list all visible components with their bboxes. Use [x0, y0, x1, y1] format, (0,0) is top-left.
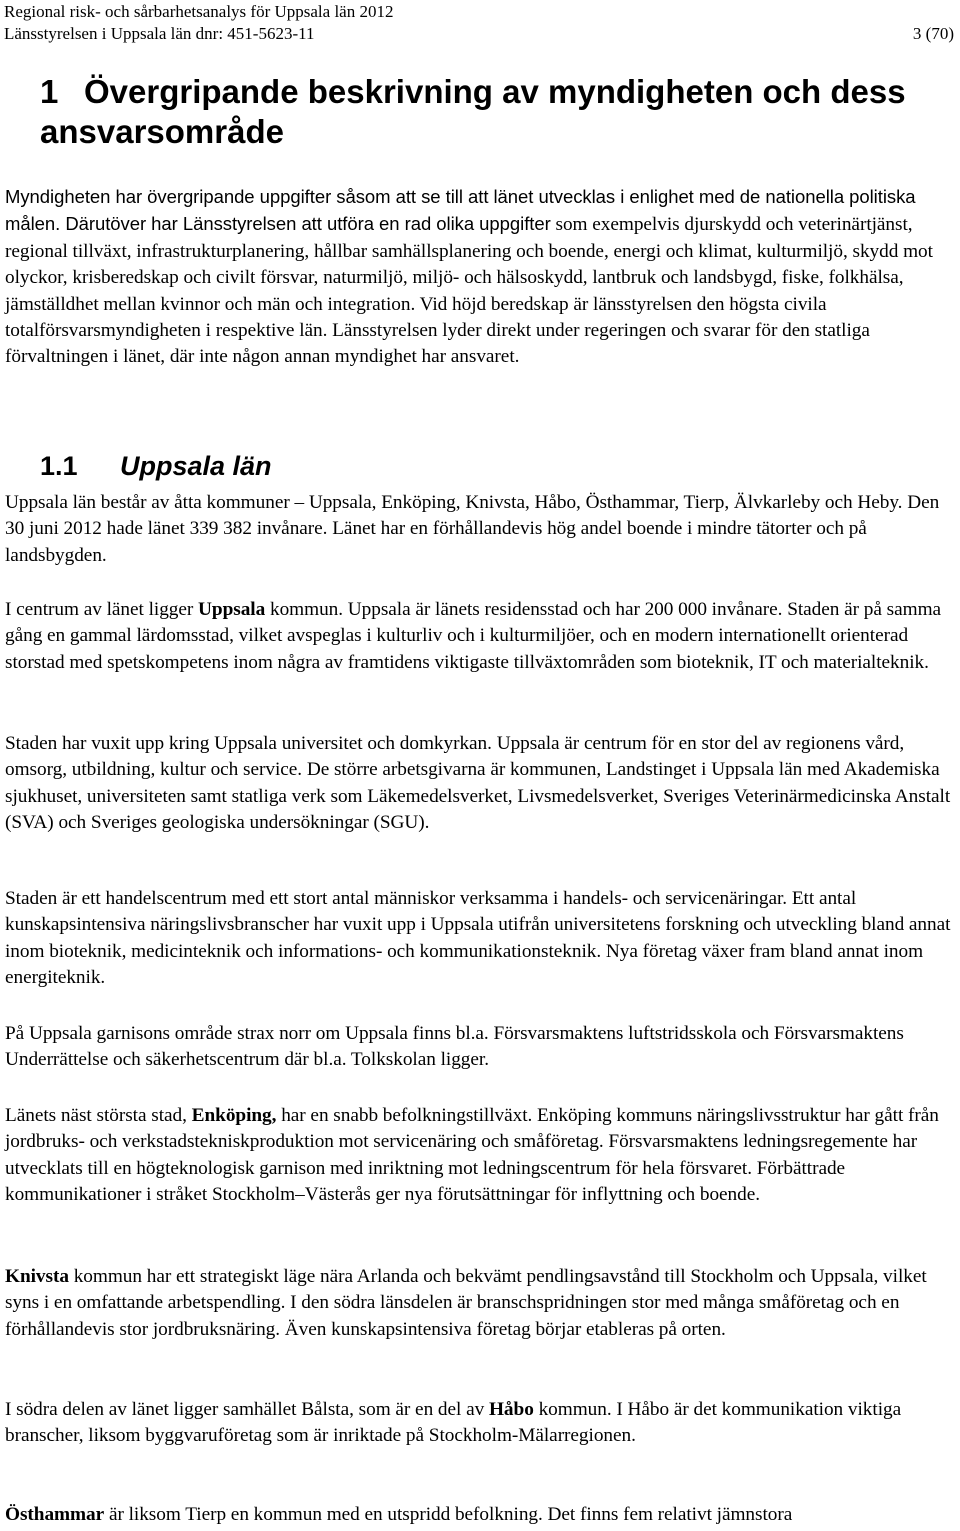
intro-serif-text: som exempelvis djurskydd och veterinärtjänst, regional tillväxt, infrastrukturplanering, hållbar samhällsplanering och boende, energi och klimat, kulturmiljö, skydd mot olyckor, krisberedskap och civilt försvar, naturmiljö, miljö- och hälsoskydd, lantbruk och landsbygd, fiske, folkhälsa, jämställdhet mellan kvinnor och män och integration. Vid höjd beredskap är länsstyrelsen den högsta civila totalförsvarsmyndigheten i respektive län. Länsstyrelsen lyder direkt under regeringen och svarar för den statliga förvaltningen i länet, där inte någon annan myndighet har ansvaret.: [5, 214, 933, 368]
text: kommun. I Håbo är det kommunikation viktiga branscher, liksom byggvaruföretag som är inriktade på Stockholm-Mälarregionen.: [5, 1399, 902, 1447]
paragraph-habo: [5, 1397, 957, 1450]
bold-habo: Håbo: [488, 1399, 534, 1420]
bold-enkoping: Enköping,: [191, 1105, 277, 1126]
text: kommun. Uppsala är länets residensstad och har 200 000 invånare. Staden är på samma gång en gammal lärdomsstad, vilket avspeglas i kulturliv och i kulturmiljöer, och en modern internationellt orienterad storstad med spetskompetens inom några av framtidens viktigaste tillväxtområden som bioteknik, IT och materialteknik.: [5, 599, 942, 673]
page-number: 3 (70): [912, 24, 954, 43]
subsection-heading: [40, 448, 272, 484]
paragraph-garrison: På Uppsala garnisons område strax norr om Uppsala finns bl.a. Försvarsmaktens luftstridsskola och Försvarsmaktens Underrättelse och säkerhetscentrum där bl.a. Tolkskolan ligger.: [5, 1023, 904, 1071]
paragraph-uppsala: [5, 597, 957, 676]
text: kommun har ett strategiskt läge nära Arlanda och bekvämt pendlingsavstånd till Stockholm och Uppsala, vilket syns i en omfattande arbetspendling. I den södra länsdelen är branschspridningen stor med många småföretag och en förhållandevis stor jordbruksnäring. Även kunskapsintensiva företag börjar etableras på orten.: [5, 1266, 927, 1340]
bold-osthammar: Östhammar: [5, 1504, 105, 1525]
section-number: 1: [40, 73, 59, 110]
text: är liksom Tierp en kommun med en utspridd befolkning. Det finns fem relativt jämnstora: [104, 1504, 793, 1525]
text: Länets näst största stad,: [5, 1105, 192, 1126]
section-title-line2: ansvarsområde: [40, 113, 284, 150]
section-heading: [40, 72, 940, 152]
paragraph-enkoping: [5, 1103, 957, 1209]
paragraph-trade: Staden är ett handelscentrum med ett stort antal människor verksamma i handels- och servicenäringar. Ett antal kunskapsintensiva näringslivsbranscher har vuxit upp i Uppsala utifrån universitetens forskning och utveckling bland annat inom bioteknik, medicinteknik och informations- och kommunikationsteknik. Nya företag växer fram bland annat inom energiteknik.: [5, 888, 951, 989]
section-intro-paragraph: [5, 184, 957, 371]
text: I södra delen av länet ligger samhället Bålsta, som är en del av: [5, 1399, 489, 1420]
section-title-line1: Övergripande beskrivning av myndigheten och dess: [84, 73, 906, 110]
bold-knivsta: Knivsta: [5, 1266, 69, 1287]
paragraph-university: Staden har vuxit upp kring Uppsala universitet och domkyrkan. Uppsala är centrum för en stor del av regionens vård, omsorg, utbildning, kultur och service. De större arbetsgivarna är kommunen, Landstinget i Uppsala län med Akademiska sjukhuset, universiteten samt statliga verk som Läkemedelsverket, Livsmedelsverket, Sveriges Veterinärmedicinska Anstalt (SVA) och Sveriges geologiska undersökningar (SGU).: [5, 733, 951, 834]
text: I centrum av länet ligger: [5, 599, 199, 620]
subsection-title: Uppsala län: [120, 451, 272, 481]
header-subtitle: Länsstyrelsen i Uppsala län dnr: 451-5623-11: [4, 24, 315, 43]
paragraph-knivsta: [5, 1264, 957, 1343]
intro-sans-text: Myndigheten har övergripande uppgifter såsom att se till att länet utvecklas i enlighet med de nationella politiska målen. Därutöver har Länsstyrelsen att utföra en rad olika uppgifter: [5, 186, 916, 235]
text: har en snabb befolkningstillväxt. Enköping kommuns näringslivsstruktur har gått från jordbruks- och verkstadstekniskproduktion mot servicenäring och småföretag. Försvarsmaktens ledningsregemente har utvecklats till en högteknologisk garnison med inriktning mot ledningscentrum för hela försvaret. Förbättrade kommunikationer i stråket Stockholm–Västerås ger nya förutsättningar för inflyttning och boende.: [5, 1105, 939, 1206]
subsection-number: 1.1: [40, 451, 78, 481]
bold-uppsala: Uppsala: [198, 599, 266, 620]
paragraph-municipalities: Uppsala län består av åtta kommuner – Uppsala, Enköping, Knivsta, Håbo, Östhammar, Tierp, Älvkarleby och Heby. Den 30 juni 2012 hade länet 339 382 invånare. Länet har en förhållandevis hög andel boende i mindre tätorter och på landsbygden.: [5, 492, 940, 566]
paragraph-osthammar: [5, 1502, 957, 1528]
header-title: Regional risk- och sårbarhetsanalys för Uppsala län 2012: [4, 2, 394, 21]
